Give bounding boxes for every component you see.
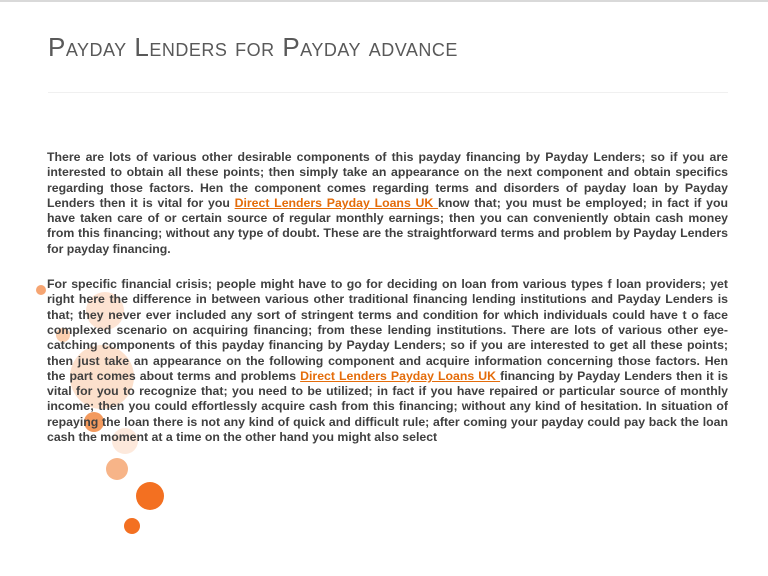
decorative-circle bbox=[124, 518, 140, 534]
body-paragraph-2 bbox=[47, 277, 728, 445]
title-divider bbox=[48, 92, 728, 93]
slide-body bbox=[47, 150, 728, 465]
slide-title: Payday Lenders for Payday advance bbox=[48, 32, 458, 62]
top-border bbox=[0, 0, 768, 2]
paragraph-text: know that; you must be employed; in fact if you have taken care of or certain source of regular monthly earnings; then you can conveniently obtain cash money from this financing; without any type of doubt. These are the straightforward terms and problem by Payday Lenders for payday financing. bbox=[47, 195, 728, 256]
decorative-circle bbox=[136, 482, 164, 510]
direct-lenders-link[interactable]: Direct Lenders Payday Loans UK bbox=[234, 195, 439, 210]
paragraph-text: There are lots of various other desirable components of this payday financing by Payday Lenders; so if you are interested to obtain all these points; then simply take an appearance on the next component and obtain specifics regarding those factors. Hen the component comes regarding terms and disorders of payday loan by Payday Lenders then it is vital for you bbox=[47, 150, 728, 210]
paragraph-text: For specific financial crisis; people might have to go for deciding on loan from various types f loan providers; yet right here the difference in between various other traditional financing lending institutions and Payday Lenders is that; they never ever included any sort of stringent terms and condition for which individuals could have t o face complexed scenario on acquiring financing; from these lending institutions. There are lots of various other eye-catching components of this payday financing by Payday Lenders; so if you are interested to get all these points; then just take an appearance on the following component and acquire information concerning those factors. Hen the part comes about terms and problems bbox=[47, 277, 728, 383]
decorative-circle bbox=[36, 285, 46, 295]
body-paragraph-1 bbox=[47, 150, 728, 257]
paragraph-text: financing by Payday Lenders then it is vital for you to recognize that; you need to be utilized; in fact if you have repaired or particular source of monthly income; then you could effortlessly acquire cash from this financing; without any kind of hesitation. In situation of repaying the loan there is not any kind of quick and difficult rule; after coming your payday could pay back the loan cash the moment at a time on the other hand you might also select bbox=[47, 368, 728, 445]
direct-lenders-link[interactable]: Direct Lenders Payday Loans UK bbox=[300, 368, 501, 383]
